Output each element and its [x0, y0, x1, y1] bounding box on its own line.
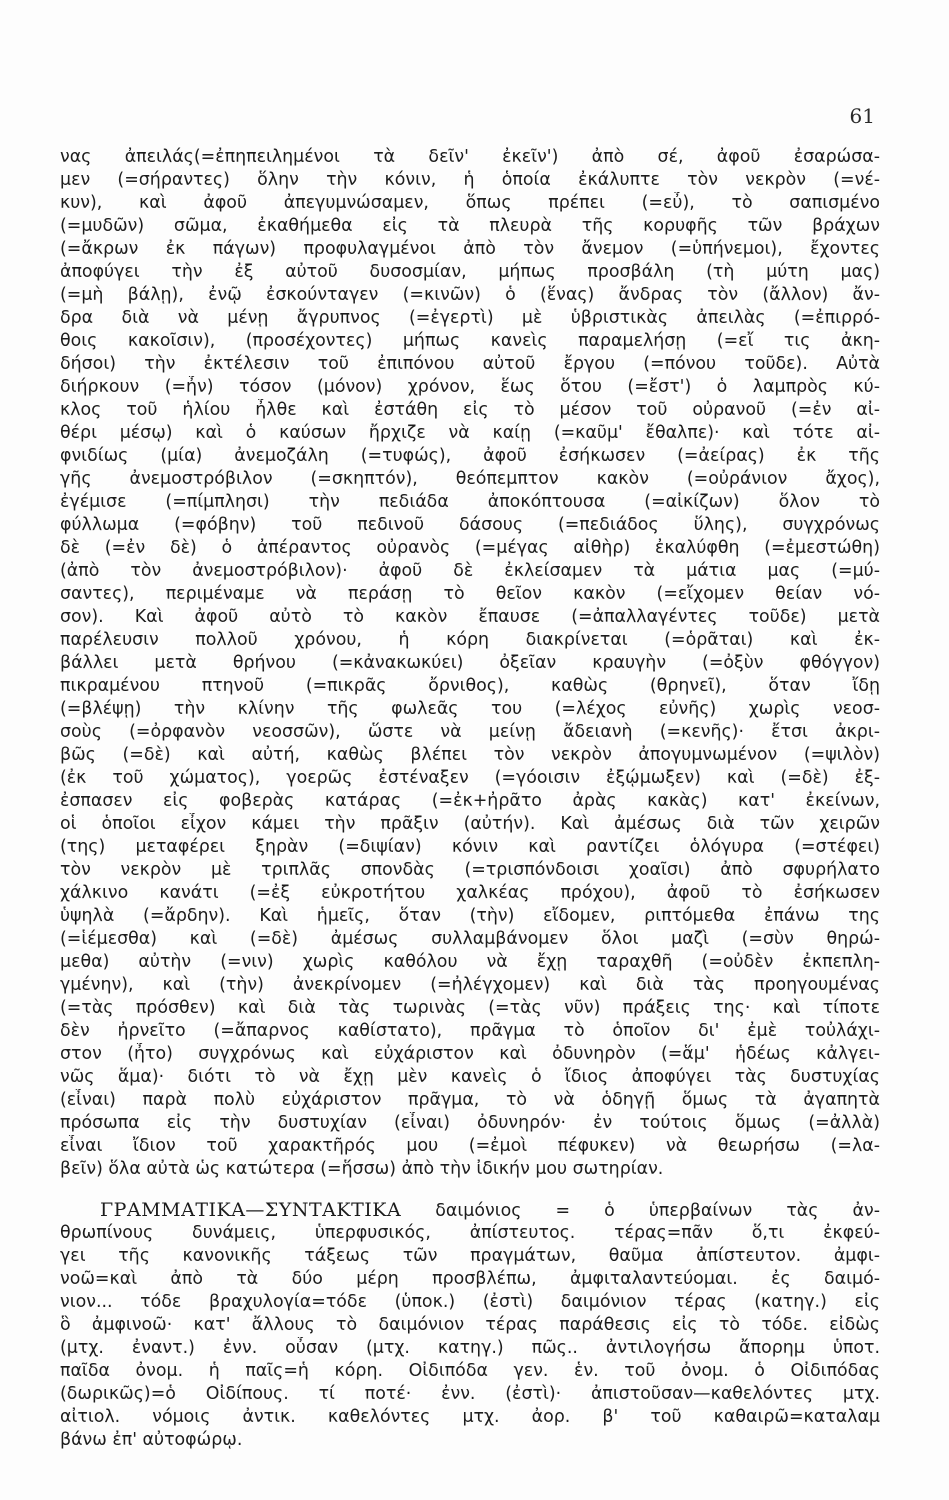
text-line: μεν (=σήραντες) ὅλην τὴν κόνιν, ἡ ὁποία ἐκάλυπτε τὸν νεκρὸν (=νέ- [60, 170, 880, 190]
text-line: φύλλωμα (=φόβην) τοῦ πεδινοῦ δάσους (=πεδιάδος ὕλης), συγχρόνως [60, 515, 880, 535]
text-line: κλος τοῦ ἡλίου ἦλθε καὶ ἐστάθη εἰς τὸ μέσον τοῦ οὐρανοῦ (=ἐν αἰ- [60, 400, 880, 420]
text-line: (ἐκ τοῦ χώματος), γοερῶς ἐστέναξεν (=γόοισιν ἐξῴμωξεν) καὶ (=δὲ) ἐξ- [60, 768, 880, 788]
text-line: στον (ἦτο) συγχρόνως καὶ εὐχάριστον καὶ ὀδυνηρὸν (=ἅμ' ἡδέως κἀλγει- [60, 1044, 880, 1064]
text-line [60, 1199, 880, 1222]
text-line: διήρκουν (=ἦν) τόσον (μόνον) χρόνον, ἕως ὅτου (=ἔστ') ὁ λαμπρὸς κύ- [60, 377, 880, 397]
text-line: βεῖν) ὅλα αὐτὰ ὡς κατώτερα (=ἥσσω) ἀπὸ τὴν ἰδικήν μου σωτηρίαν. [60, 1159, 664, 1179]
text-line: (=μὴ βάλῃ), ἐνῷ ἐσκούνταγεν (=κινῶν) ὁ (ἕνας) ἄνδρας τὸν (ἄλλον) ἄν- [60, 285, 880, 305]
text-line: νας ἀπειλάς(=ἐπηπειλημένοι τὰ δεῖν' ἐκεῖν') ἀπὸ σέ, ἀφοῦ ἐσαρώσα- [60, 147, 880, 167]
text-line: βῶς (=δὲ) καὶ αὐτή, καθὼς βλέπει τὸν νεκρὸν ἀπογυμνωμένον (=ψιλὸν) [60, 745, 880, 765]
page-number: 61 [849, 104, 875, 128]
text-line: γῆς ἀνεμοστρόβιλον (=σκηπτόν), θεόπεμπτον κακὸν (=οὐράνιον ἄχος), [60, 469, 880, 489]
text-line: (=τὰς πρόσθεν) καὶ διὰ τὰς τωρινὰς (=τὰς νῦν) πράξεις της· καὶ τίποτε [60, 998, 880, 1018]
text-line: νοῶ=καὶ ἀπὸ τὰ δύο μέρη προσβλέπω, ἀμφιταλαντεύομαι. ἐς δαιμό- [60, 1269, 880, 1289]
text-line: θέρι μέσῳ) καὶ ὁ καύσων ἤρχιζε νὰ καίῃ (=καῦμ' ἔθαλπε)· καὶ τότε αἰ- [60, 423, 880, 443]
text-line: σον). Καὶ ἀφοῦ αὐτὸ τὸ κακὸν ἔπαυσε (=ἀπαλλαγέντες τοῦδε) μετὰ [60, 607, 880, 627]
heading-line-rest: δαιμόνιος = ὁ ὑπερβαίνων τὰς ἀν- [435, 1201, 880, 1221]
text-line: οἱ ὁποῖοι εἶχον κάμει τὴν πρᾶξιν (αὐτήν). Καὶ ἀμέσως διὰ τῶν χειρῶν [60, 814, 880, 834]
text-line: (δωρικῶς)=ὁ Οἰδίπους. τί ποτέ· ἐνν. (ἐστὶ)· ἀπιστοῦσαν—καθελόντες μτχ. [60, 1384, 880, 1404]
text-line: θοις κακοῖσιν), (προσέχοντες) μήπως κανεὶς παραμελήσῃ (=εἴ τις ἀκη- [60, 331, 880, 351]
text-line: φνιδίως (μία) ἀνεμοζάλη (=τυφώς), ἀφοῦ ἐσήκωσεν (=ἀείρας) ἐκ τῆς [60, 446, 880, 466]
text-line: (μτχ. ἐναντ.) ἐνν. οὖσαν (μτχ. κατηγ.) πῶς.. ἀντιλογήσω ἄπορημ ὑποτ. [60, 1338, 880, 1358]
text-line: νῶς ἅμα)· διότι τὸ νὰ ἔχῃ μὲν κανεὶς ὁ ἴδιος ἀποφύγει τὰς δυστυχίας [60, 1067, 880, 1087]
section-heading: ΓΡΑΜΜΑΤΙΚΑ—ΣΥΝΤΑΚΤΙΚΑ [100, 1199, 402, 1221]
text-line: αἰτιολ. νόμοις ἀντικ. καθελόντες μτχ. ἀορ. β' τοῦ καθαιρῶ=καταλαμ [60, 1407, 880, 1427]
text-line: βάνω ἐπ' αὐτοφώρῳ. [60, 1430, 243, 1450]
text-line: νιον... τόδε βραχυλογία=τόδε (ὑποκ.) (ἐστὶ) δαιμόνιον τέρας (κατηγ.) εἰς [60, 1292, 880, 1312]
text-line: (=μυδῶν) σῶμα, ἐκαθήμεθα εἰς τὰ πλευρὰ τῆς κορυφῆς τῶν βράχων [60, 216, 880, 236]
text-line: δὲ (=ἐν δὲ) ὁ ἀπέραντος οὐρανὸς (=μέγας αἰθὴρ) ἐκαλύφθη (=ἐμεστώθη) [60, 538, 880, 558]
text-line: (της) μεταφέρει ξηρὰν (=διψίαν) κόνιν καὶ ραντίζει ὁλόγυρα (=στέφει) [60, 837, 880, 857]
paragraph-commentary [60, 146, 880, 1181]
text-line: σοὺς (=ὀρφανὸν νεοσσῶν), ὥστε νὰ μείνῃ ἄδειανὴ (=κενῆς)· ἔτσι ἀκρι- [60, 722, 880, 742]
text-line: πρόσωπα εἰς τὴν δυστυχίαν (εἶναι) ὀδυνηρόν· ἐν τούτοις ὅμως (=ἀλλὰ) [60, 1113, 880, 1133]
text-line: (=ἱέμεσθα) καὶ (=δὲ) ἀμέσως συλλαμβάνομεν ὅλοι μαζὶ (=σὺν θηρώ- [60, 929, 880, 949]
text-line: γμένην), καὶ (τὴν) ἀνεκρίνομεν (=ἠλέγχομεν) καὶ διὰ τὰς προηγουμένας [60, 975, 880, 995]
text-line: ὃ ἀμφινοῶ· κατ' ἄλλους τὸ δαιμόνιον τέρας παράθεσις εἰς τὸ τόδε. εἰδὼς [60, 1315, 880, 1335]
text-line: μεθα) αὐτὴν (=νιν) χωρὶς καθόλου νὰ ἔχῃ ταραχθῆ (=οὐδὲν ἐκπεπλη- [60, 952, 880, 972]
body-text [60, 146, 880, 1452]
text-line: εἶναι ἴδιον τοῦ χαρακτῆρός μου (=ἐμοὶ πέφυκεν) νὰ θεωρήσω (=λα- [60, 1136, 880, 1156]
text-line: δὲν ἠρνεῖτο (=ἄπαρνος καθίστατο), πρᾶγμα τὸ ὁποῖον δι' ἐμὲ τοὐλάχι- [60, 1021, 880, 1041]
text-line: θρωπίνους δυνάμεις, ὑπερφυσικός, ἀπίστευτος. τέρας=πᾶν ὅ,τι ἐκφεύ- [60, 1223, 880, 1243]
text-line: (=βλέψῃ) τὴν κλίνην τῆς φωλεᾶς του (=λέχος εὐνῆς) χωρὶς νεοσ- [60, 699, 880, 719]
text-line: βάλλει μετὰ θρήνου (=κἀνακωκύει) ὀξεῖαν κραυγὴν (=ὀξὺν φθόγγον) [60, 653, 880, 673]
text-line: (ἀπὸ τὸν ἀνεμοστρόβιλον)· ἀφοῦ δὲ ἐκλείσαμεν τὰ μάτια μας (=μύ- [60, 561, 880, 581]
text-line: κυν), καὶ ἀφοῦ ἀπεγυμνώσαμεν, ὅπως πρέπει (=εὖ), τὸ σαπισμένο [60, 193, 880, 213]
text-line: (=ἄκρων ἐκ πάγων) προφυλαγμένοι ἀπὸ τὸν ἄνεμον (=ὑπήνεμοι), ἔχοντες [60, 239, 880, 259]
text-line: ἀποφύγει τὴν ἐξ αὐτοῦ δυσοσμίαν, μήπως προσβάλη (τὴ μύτη μας) [60, 262, 880, 282]
text-line: παρέλευσιν πολλοῦ χρόνου, ἡ κόρη διακρίνεται (=ὁρᾶται) καὶ ἐκ- [60, 630, 880, 650]
text-line: γει τῆς κανονικῆς τάξεως τῶν πραγμάτων, θαῦμα ἀπίστευτον. ἀμφι- [60, 1246, 880, 1266]
text-line: δρα διὰ νὰ μένῃ ἄγρυπνος (=ἐγερτὶ) μὲ ὑβριστικὰς ἀπειλὰς (=ἐπιρρό- [60, 308, 880, 328]
text-line: ὑψηλὰ (=ἄρδην). Καὶ ἡμεῖς, ὅταν (τὴν) εἴδομεν, ριπτόμεθα ἐπάνω της [60, 906, 880, 926]
text-line: σαντες), περιμέναμε νὰ περάσῃ τὸ θεῖον κακὸν (=εἴχομεν θείαν νό- [60, 584, 880, 604]
paragraph-gap [60, 1181, 880, 1199]
text-line: πικραμένου πτηνοῦ (=πικρᾶς ὄρνιθος), καθὼς (θρηνεῖ), ὅταν ἴδῃ [60, 676, 880, 696]
text-line: δήσοι) τὴν ἐκτέλεσιν τοῦ ἐπιπόνου αὐτοῦ ἔργου (=πόνου τοῦδε). Αὐτὰ [60, 354, 880, 374]
text-line: ἐσπασεν εἰς φοβερὰς κατάρας (=ἐκ+ἠρᾶτο ἀρὰς κακὰς) κατ' ἐκείνων, [60, 791, 880, 811]
text-line: τὸν νεκρὸν μὲ τριπλᾶς σπονδὰς (=τρισπόνδοισι χοαῖσι) ἀπὸ σφυρήλατο [60, 860, 880, 880]
text-line: ἐγέμισε (=πίμπλησι) τὴν πεδιάδα ἀποκόπτουσα (=αἰκίζων) ὅλον τὸ [60, 492, 880, 512]
text-line: χάλκινο κανάτι (=ἐξ εὐκροτήτου χαλκέας πρόχου), ἀφοῦ τὸ ἐσήκωσεν [60, 883, 880, 903]
text-line: παῖδα ὀνομ. ἡ παῖς=ἡ κόρη. Οἰδιπόδα γεν. ἑν. τοῦ ὀνομ. ὁ Οἰδιπόδας [60, 1361, 880, 1381]
paragraph-grammar-syntax [60, 1199, 880, 1452]
text-line: (εἶναι) παρὰ πολὺ εὐχάριστον πρᾶγμα, τὸ νὰ ὁδηγῇ ὅμως τὰ ἀγαπητὰ [60, 1090, 880, 1110]
